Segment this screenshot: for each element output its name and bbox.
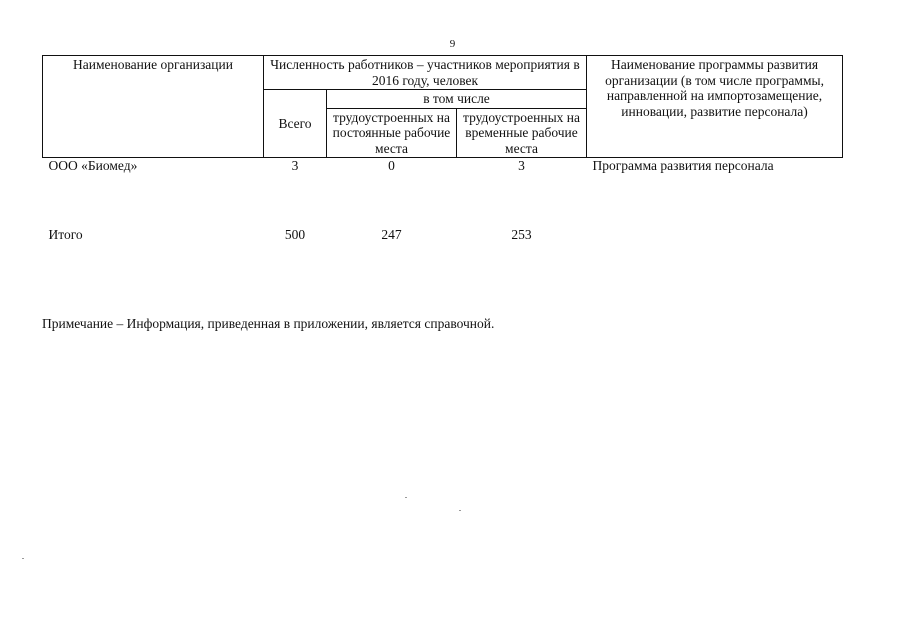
row-program: Программа развития персонала: [592, 158, 774, 173]
header-employees: Численность работников – участников мероприятия в 2016 году, человек: [264, 56, 587, 90]
scan-speck: [459, 510, 461, 511]
totals-temporary: 253: [511, 226, 532, 242]
header-org-name: Наименование организации: [43, 56, 264, 158]
header-program: Наименование программы развития организации (в том числе программы, направленной на импортозамещение, инновации, развитие персонала): [587, 56, 843, 158]
totals-permanent: 247: [381, 226, 402, 242]
header-permanent: трудоустроенных на постоянные рабочие места: [327, 108, 457, 158]
row-temporary: 3: [518, 158, 525, 173]
totals-row: [43, 227, 843, 243]
header-total: Всего: [264, 90, 327, 158]
header-temporary: трудоустроенных на временные рабочие места: [457, 108, 587, 158]
employees-table: [42, 55, 843, 242]
row-total: 3: [291, 158, 299, 173]
header-including: в том числе: [327, 90, 587, 109]
row-permanent: 0: [388, 158, 395, 173]
scan-speck: [22, 558, 24, 559]
totals-label: Итого: [48, 226, 83, 242]
footnote: Примечание – Информация, приведенная в приложении, является справочной.: [42, 316, 495, 331]
row-org: ООО «Биомед»: [48, 158, 138, 173]
totals-total: 500: [284, 226, 306, 242]
scan-speck: [405, 497, 407, 498]
table-row: [43, 158, 843, 174]
page-number: 9: [449, 38, 456, 50]
